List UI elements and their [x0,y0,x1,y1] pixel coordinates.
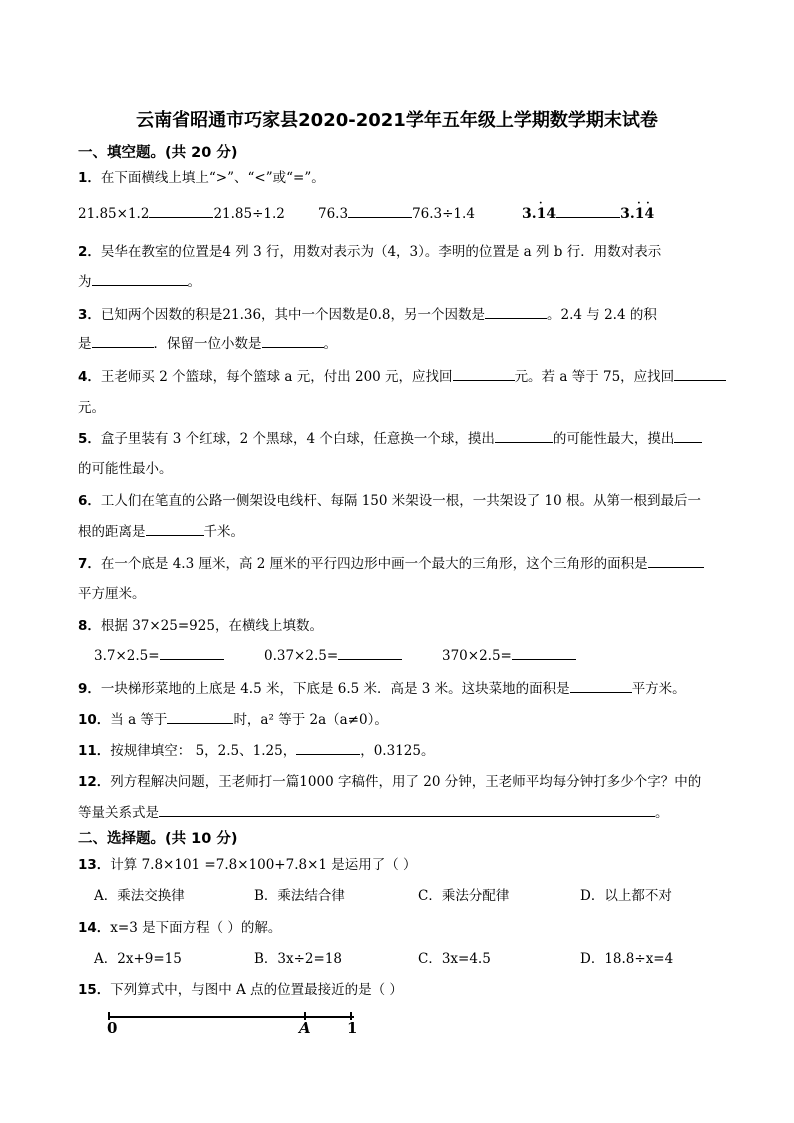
question-14 [78,916,281,936]
question-number: 3． [78,307,101,323]
question-8-item-a: 3.7×2.5= [94,646,224,664]
question-4-line-2: 元。 [78,400,105,416]
option-c[interactable]: C．乘法分配律 [418,888,510,904]
section-heading-fill-blank: 一、填空题。(共 20 分) [78,145,238,161]
question-text: 在一个底是 4.3 厘米，高 2 厘米的平行四边形中画一个最大的三角形，这个三角形的面积是 [100,556,648,572]
question-13 [78,853,417,873]
question-8-item-b: 0.37×2.5= [264,646,402,664]
question-12-line-2: 等量关系式是 。 [78,805,669,821]
question-text: 在下面横线上填上“>”、“<”或“=”。 [100,170,325,186]
question-number: 1． [78,170,101,186]
question-number: 14． [78,920,111,936]
question-1-item-a [78,204,285,222]
question-5: 5．盒子里装有 3 个红球，2 个黑球，4 个白球，任意换一个球，摸出 的可能性最大，摸出 [78,427,702,447]
option-b[interactable]: B．3x÷2=18 [254,951,343,967]
answer-blank[interactable] [92,334,154,348]
question-text: 工人们在笔直的公路一侧架设电线杆、每隔 150 米架设一根，一共架设了 10 根。从第一根到最后一 [100,493,702,509]
question-9: 9．一块梯形菜地的上底是 4.5 米，下底是 6.5 米．高是 3 米。这块菜地的面积是 平方米。 [78,681,686,697]
answer-blank[interactable] [92,272,188,286]
question-15 [78,978,403,998]
question-2 [78,240,661,260]
option-c[interactable]: C．3x=4.5 [418,951,491,967]
question-5-line-2: 的可能性最小。 [78,461,173,477]
question-number: 11． [78,743,111,759]
question-number: 6． [78,493,101,509]
question-10: 10．当 a 等于 时，a² 等于 2a（a≠0）。 [78,712,388,728]
repeating-decimal-left: 3.14 · [522,198,557,222]
question-number: 15． [78,982,111,998]
question-3: 3．已知两个因数的积是21.36，其中一个因数是0.8，另一个因数是 。2.4 与 2.4 的积 [78,307,657,323]
expression-left: 76.3 [318,206,349,222]
question-7 [78,552,704,572]
answer-blank[interactable] [485,305,547,319]
answer-blank[interactable] [146,522,204,536]
question-text: 计算 7.8×101 =7.8×100+7.8×1 是运用了（ ） [110,857,417,873]
question-1-item-b [318,204,475,222]
answer-blank[interactable] [512,646,576,660]
repeat-dot: · [646,198,650,209]
option-a[interactable]: A．乘法交换律 [94,888,185,904]
answer-blank[interactable] [570,679,632,693]
answer-blank[interactable] [167,710,233,724]
option-b[interactable]: B．乘法结合律 [254,888,345,904]
expression-right: 76.3÷1.4 [412,206,475,222]
question-8 [78,614,323,634]
question-1 [78,166,325,186]
question-text: 列方程解决问题，王老师打一篇1000 字稿件，用了 20 分钟，王老师平均每分钟打多少个字？中的 [110,774,702,790]
question-number: 10． [78,712,111,728]
section-heading-multiple-choice: 二、选择题。(共 10 分) [78,831,238,847]
repeating-decimal-right: 3.14 · · [620,198,655,222]
question-number: 2． [78,244,101,260]
answer-blank[interactable] [296,741,360,755]
question-6-line-2: 根的距离是 千米。 [78,524,244,540]
question-number: 12． [78,774,111,790]
question-2-line-2: 为 。 [78,274,201,290]
number-line-label-0: 0 [107,1019,118,1037]
question-11: 11．按规律填空： 5，2.5、1.25， ，0.3125。 [78,743,435,759]
answer-blank[interactable] [674,367,726,381]
question-number: 7． [78,556,101,572]
question-number: 9． [78,681,101,697]
answer-blank[interactable] [556,204,620,218]
option-d[interactable]: D．18.8÷x=4 [580,951,674,967]
answer-blank[interactable] [648,554,704,568]
question-number: 4． [78,369,101,385]
number-line [108,1016,354,1018]
question-12 [78,770,701,790]
repeat-dot: · [637,198,641,209]
question-6 [78,489,701,509]
expression-right: 21.85÷1.2 [213,206,285,222]
expression-left: 21.85×1.2 [78,206,150,222]
number-line-label-1: 1 [347,1019,358,1037]
answer-blank[interactable] [338,646,402,660]
question-text: 根据 37×25=925，在横线上填数。 [100,618,323,634]
option-d[interactable]: D．以上都不对 [580,888,672,904]
answer-blank[interactable] [453,367,515,381]
answer-blank[interactable] [674,429,702,443]
answer-blank[interactable] [348,204,412,218]
question-text: 吴华在教室的位置是4 列 3 行，用数对表示为（4，3）。李明的位置是 a 列 b 行．用数对表示 [100,244,662,260]
question-number: 8． [78,618,101,634]
question-3-line-2: 是 ．保留一位小数是 。 [78,336,337,352]
answer-blank[interactable] [262,334,324,348]
question-8-item-c: 370×2.5= [442,646,576,664]
question-4: 4．王老师买 2 个篮球，每个篮球 a 元，付出 200 元，应找回 元。若 a 等于 75，应找回 [78,365,726,385]
page-title: 云南省昭通市巧家县2020-2021学年五年级上学期数学期末试卷 [136,110,658,131]
question-text: 下列算式中，与图中 A 点的位置最接近的是（ ） [110,982,403,998]
number-line-label-a: A [299,1019,311,1037]
question-text: x=3 是下面方程（ ）的解。 [110,920,282,936]
answer-blank[interactable] [160,646,224,660]
question-7-line-2: 平方厘米。 [78,586,146,602]
question-1-item-c [522,198,655,222]
answer-blank[interactable] [159,803,655,817]
question-number: 13． [78,857,111,873]
repeat-dot: · [539,198,543,209]
question-number: 5． [78,431,101,447]
option-a[interactable]: A．2x+9=15 [94,951,182,967]
answer-blank[interactable] [495,429,553,443]
answer-blank[interactable] [149,204,213,218]
